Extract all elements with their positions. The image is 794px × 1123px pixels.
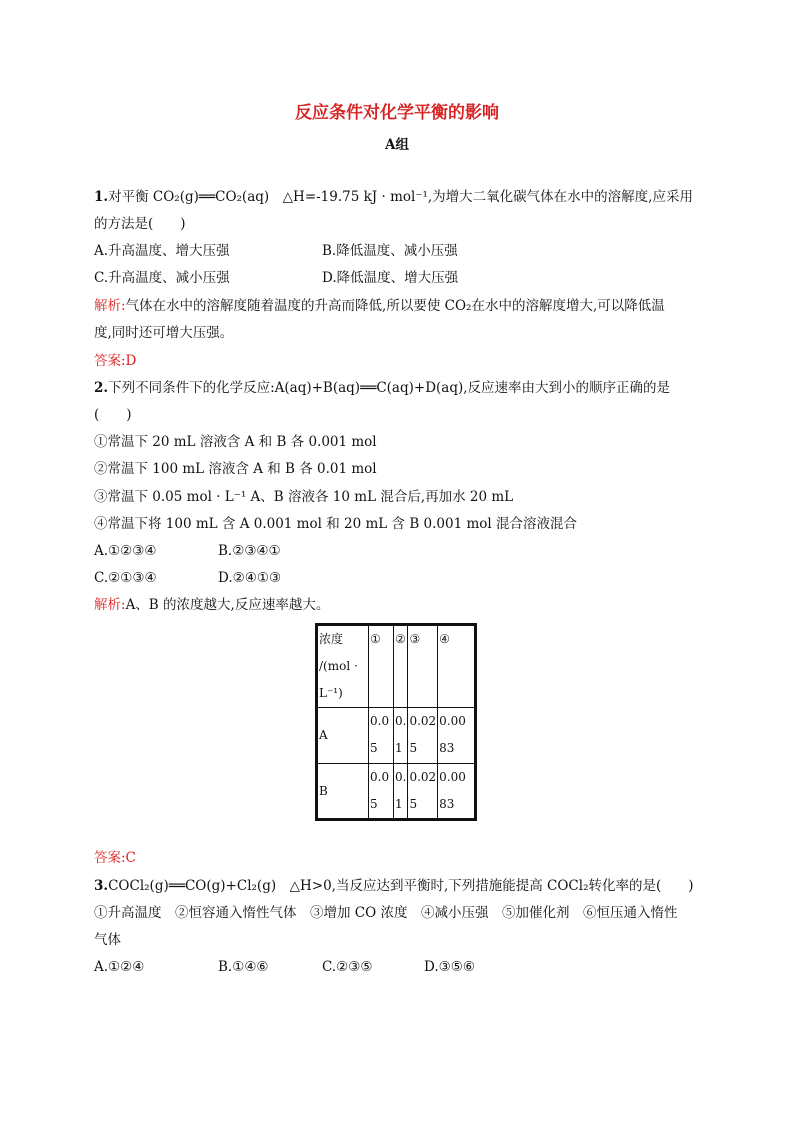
q2-number: 2. xyxy=(94,380,109,396)
q1-answer: 答案:D xyxy=(94,353,137,369)
q1-option-d: D.降低温度、增大压强 xyxy=(322,270,459,286)
table-row-label: A xyxy=(317,708,369,764)
q1-stem-line1: 1.对平衡 CO₂(g)══CO₂(aq) △H=-19.75 kJ · mol⁻¹,为增大二氧化碳气体在水中的溶解度,应采用 xyxy=(94,189,693,205)
q1-option-b: B.降低温度、减小压强 xyxy=(322,243,458,259)
q2-condition-3: ③常温下 0.05 mol · L⁻¹ A、B 溶液各 10 mL 混合后,再加水 20 mL xyxy=(94,489,514,505)
q2-analysis: 解析:A、B 的浓度越大,反应速率越大。 xyxy=(94,597,330,613)
table-col-3: ③ xyxy=(408,625,438,708)
table-col-2: ② xyxy=(394,625,408,708)
q1-analysis-line1: 解析:气体在水中的溶解度随着温度的升高而降低,所以要使 CO₂在水中的溶解度增大,可以降低温 xyxy=(94,298,665,314)
table-header-cell: 浓度 /(mol · L⁻¹) xyxy=(317,625,369,708)
q2-option-a: A.①②③④ xyxy=(94,543,157,559)
q2-option-c: C.②①③④ xyxy=(94,570,157,586)
q3-option-a: A.①②④ xyxy=(94,959,145,975)
q3-option-c: C.②③⑤ xyxy=(322,959,373,975)
table-cell: 0.00 83 xyxy=(438,764,476,820)
q3-stem-line1: 3.COCl₂(g)══CO(g)+Cl₂(g) △H>0,当反应达到平衡时,下列措施能提高 COCl₂转化率的是( ) xyxy=(94,878,694,894)
q2-condition-4: ④常温下将 100 mL 含 A 0.001 mol 和 20 mL 含 B 0.001 mol 混合溶液混合 xyxy=(94,516,578,532)
q3-stem-line2: ①升高温度 ②恒容通入惰性气体 ③增加 CO 浓度 ④减小压强 ⑤加催化剂 ⑥恒压通入惰性 xyxy=(94,905,678,921)
table-cell: 0.00 83 xyxy=(438,708,476,764)
q1-analysis-line2: 度,同时还可增大压强。 xyxy=(94,325,234,341)
table-cell: 0. 1 xyxy=(394,708,408,764)
table-cell: 0. 1 xyxy=(394,764,408,820)
table-row-a xyxy=(317,708,476,764)
q2-condition-2: ②常温下 100 mL 溶液含 A 和 B 各 0.01 mol xyxy=(94,461,377,477)
table-col-1: ① xyxy=(369,625,394,708)
q1-number: 1. xyxy=(94,189,109,205)
q2-analysis-label: 解析: xyxy=(94,597,126,613)
q2-option-b: B.②③④① xyxy=(218,543,281,559)
q2-answer: 答案:C xyxy=(94,850,136,866)
page-title: 反应条件对化学平衡的影响 xyxy=(295,103,499,123)
group-label: A组 xyxy=(385,137,409,153)
q2-stem-line2: ( ) xyxy=(94,407,132,423)
table-cell: 0.02 5 xyxy=(408,708,438,764)
q3-number: 3. xyxy=(94,878,109,894)
table-row-b xyxy=(317,764,476,820)
q1-option-c: C.升高温度、减小压强 xyxy=(94,270,230,286)
q1-option-a: A.升高温度、增大压强 xyxy=(94,243,230,259)
q2-option-d: D.②④①③ xyxy=(218,570,282,586)
q1-analysis-label: 解析: xyxy=(94,298,126,314)
q2-condition-1: ①常温下 20 mL 溶液含 A 和 B 各 0.001 mol xyxy=(94,434,377,450)
table-cell: 0.02 5 xyxy=(408,764,438,820)
table-col-4: ④ xyxy=(438,625,476,708)
q1-stem-line2: 的方法是( ) xyxy=(94,216,186,232)
q3-stem-line3: 气体 xyxy=(94,932,121,948)
table-row-label: B xyxy=(317,764,369,820)
concentration-table xyxy=(315,623,477,821)
q3-option-d: D.③⑤⑥ xyxy=(424,959,475,975)
q3-option-b: B.①④⑥ xyxy=(218,959,269,975)
q2-stem-line1: 2.下列不同条件下的化学反应:A(aq)+B(aq)══C(aq)+D(aq),反应速率由大到小的顺序正确的是 xyxy=(94,380,671,396)
table-cell: 0.0 5 xyxy=(369,764,394,820)
table-cell: 0.0 5 xyxy=(369,708,394,764)
